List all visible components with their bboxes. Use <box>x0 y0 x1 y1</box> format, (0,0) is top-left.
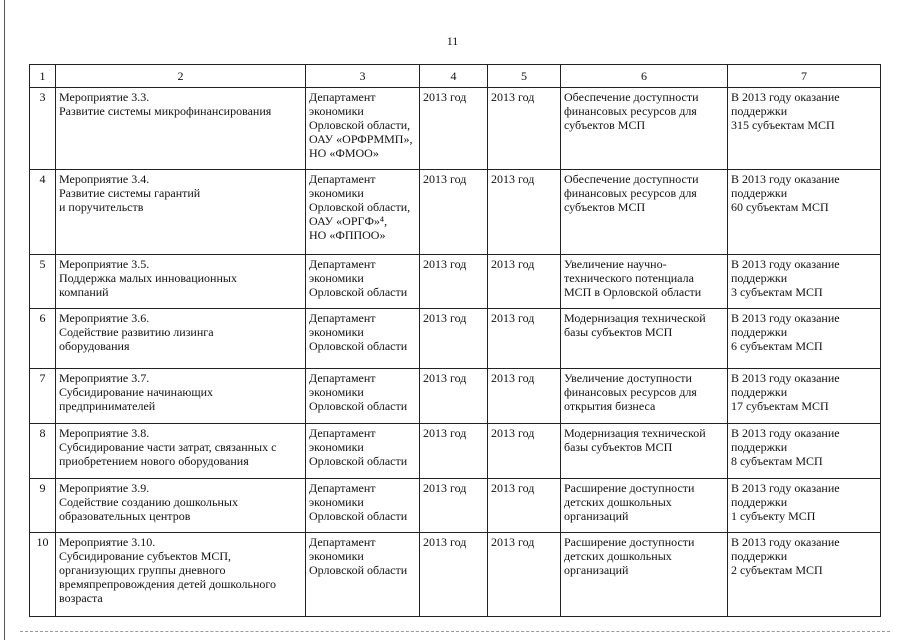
end-year-cell: 2013 год <box>488 479 561 533</box>
column-header: 5 <box>488 65 561 88</box>
event-cell <box>56 170 306 255</box>
event-title: Мероприятие 3.8. <box>59 426 150 440</box>
table-row <box>30 369 881 424</box>
row-number: 3 <box>30 88 56 170</box>
event-title: Мероприятие 3.9. <box>59 481 150 495</box>
event-description: Субсидирование начинающих предпринимателей <box>59 385 214 413</box>
executor-cell: Департамент экономики Орловской области <box>306 255 420 309</box>
event-cell <box>56 424 306 479</box>
start-year-cell: 2013 год <box>420 424 488 479</box>
support-cell: В 2013 году оказание поддержки 1 субъекту МСП <box>728 479 881 533</box>
result-cell: Расширение доступности детских дошкольных организаций <box>561 533 728 617</box>
event-cell <box>56 369 306 424</box>
executor-cell: Департамент экономики Орловской области <box>306 533 420 617</box>
support-cell: В 2013 году оказание поддержки 60 субъектам МСП <box>728 170 881 255</box>
support-cell: В 2013 году оказание поддержки 2 субъектам МСП <box>728 533 881 617</box>
event-title: Мероприятие 3.4. <box>59 172 150 186</box>
start-year-cell: 2013 год <box>420 255 488 309</box>
column-header: 4 <box>420 65 488 88</box>
event-title: Мероприятие 3.3. <box>59 90 150 104</box>
executor-cell: Департамент экономики Орловской области <box>306 369 420 424</box>
table-row <box>30 309 881 369</box>
table-header-row <box>30 65 881 88</box>
table-row <box>30 255 881 309</box>
end-year-cell: 2013 год <box>488 255 561 309</box>
row-number: 4 <box>30 170 56 255</box>
result-cell: Модернизация технической базы субъектов МСП <box>561 309 728 369</box>
executor-cell: Департамент экономики Орловской области, ОАУ «ОРГФ»⁴, НО «ФППОО» <box>306 170 420 255</box>
start-year-cell: 2013 год <box>420 479 488 533</box>
event-description: Содействие созданию дошкольных образовательных центров <box>59 495 238 523</box>
event-description: Субсидирование субъектов МСП, организующих группы дневного времяпрепровождения детей дошкольного возраста <box>59 549 276 605</box>
table-row <box>30 170 881 255</box>
column-header: 7 <box>728 65 881 88</box>
executor-cell: Департамент экономики Орловской области <box>306 479 420 533</box>
support-cell: В 2013 году оказание поддержки 3 субъектам МСП <box>728 255 881 309</box>
result-cell: Обеспечение доступности финансовых ресурсов для субъектов МСП <box>561 88 728 170</box>
result-cell: Расширение доступности детских дошкольных организаций <box>561 479 728 533</box>
row-number: 8 <box>30 424 56 479</box>
event-description: Субсидирование части затрат, связанных с приобретением нового оборудования <box>59 440 277 468</box>
result-cell: Увеличение научно- технического потенциала МСП в Орловской области <box>561 255 728 309</box>
event-cell <box>56 88 306 170</box>
executor-cell: Департамент экономики Орловской области <box>306 309 420 369</box>
row-number: 6 <box>30 309 56 369</box>
start-year-cell: 2013 год <box>420 309 488 369</box>
row-number: 9 <box>30 479 56 533</box>
start-year-cell: 2013 год <box>420 88 488 170</box>
support-cell: В 2013 году оказание поддержки 6 субъектам МСП <box>728 309 881 369</box>
support-cell: В 2013 году оказание поддержки 315 субъектам МСП <box>728 88 881 170</box>
event-cell <box>56 479 306 533</box>
end-year-cell: 2013 год <box>488 533 561 617</box>
start-year-cell: 2013 год <box>420 369 488 424</box>
event-cell <box>56 255 306 309</box>
event-cell <box>56 309 306 369</box>
table-row <box>30 424 881 479</box>
event-cell <box>56 533 306 617</box>
end-year-cell: 2013 год <box>488 88 561 170</box>
page-number: 11 <box>446 34 459 48</box>
column-header: 1 <box>30 65 56 88</box>
event-title: Мероприятие 3.7. <box>59 371 150 385</box>
event-title: Мероприятие 3.10. <box>59 535 156 549</box>
table-row <box>30 88 881 170</box>
event-description: Развитие системы гарантий и поручительств <box>59 186 201 214</box>
start-year-cell: 2013 год <box>420 533 488 617</box>
row-number: 10 <box>30 533 56 617</box>
column-header: 3 <box>306 65 420 88</box>
result-cell: Модернизация технической базы субъектов МСП <box>561 424 728 479</box>
support-cell: В 2013 году оказание поддержки 17 субъектам МСП <box>728 369 881 424</box>
end-year-cell: 2013 год <box>488 369 561 424</box>
column-header: 2 <box>56 65 306 88</box>
measures-table <box>29 64 881 617</box>
row-number: 5 <box>30 255 56 309</box>
event-title: Мероприятие 3.5. <box>59 257 150 271</box>
end-year-cell: 2013 год <box>488 309 561 369</box>
end-year-cell: 2013 год <box>488 170 561 255</box>
executor-cell: Департамент экономики Орловской области, ОАУ «ОРФРММП», НО «ФМОО» <box>306 88 420 170</box>
table-row <box>30 479 881 533</box>
event-description: Поддержка малых инновационных компаний <box>59 271 237 299</box>
row-number: 7 <box>30 369 56 424</box>
end-year-cell: 2013 год <box>488 424 561 479</box>
scan-bottom-edge <box>20 631 890 633</box>
scan-edge-line <box>4 0 5 640</box>
support-cell: В 2013 году оказание поддержки 8 субъектам МСП <box>728 424 881 479</box>
event-title: Мероприятие 3.6. <box>59 311 150 325</box>
event-description: Содействие развитию лизинга оборудования <box>59 325 214 353</box>
result-cell: Обеспечение доступности финансовых ресурсов для субъектов МСП <box>561 170 728 255</box>
column-header: 6 <box>561 65 728 88</box>
event-description: Развитие системы микрофинансирования <box>59 104 272 118</box>
executor-cell: Департамент экономики Орловской области <box>306 424 420 479</box>
start-year-cell: 2013 год <box>420 170 488 255</box>
result-cell: Увеличение доступности финансовых ресурсов для открытия бизнеса <box>561 369 728 424</box>
table-row <box>30 533 881 617</box>
